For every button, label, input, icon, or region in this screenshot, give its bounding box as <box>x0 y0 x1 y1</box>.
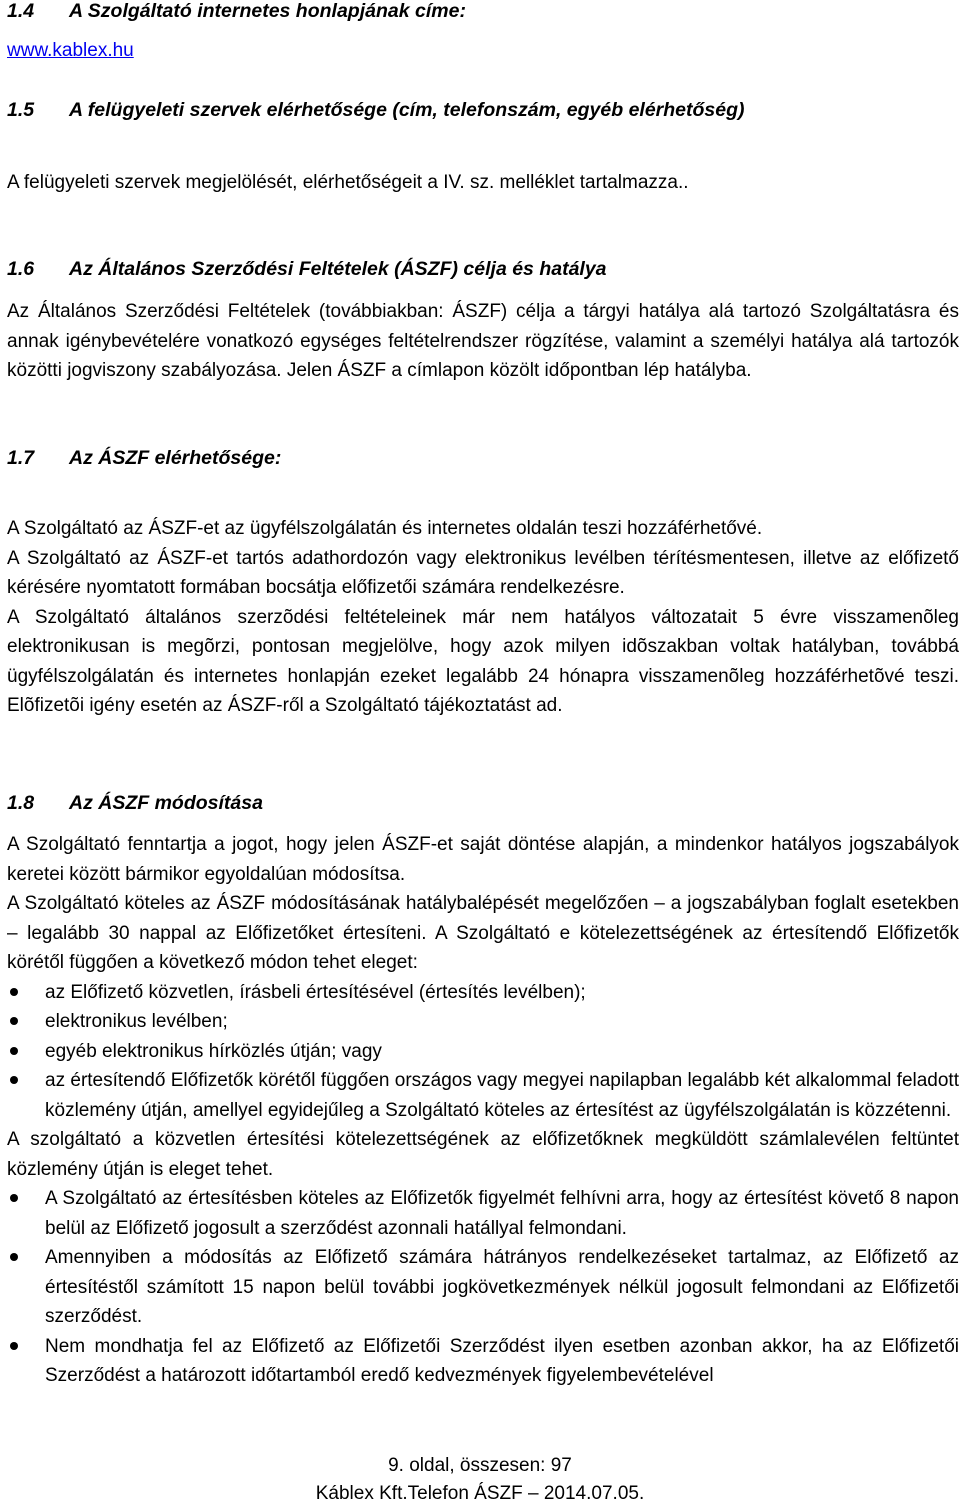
list-item: A Szolgáltató az értesítésben köteles az Előfizetők figyelmét felhívni arra, hogy az értesítést követő 8 napon belül az Előfizető jogosult a szerződést azonnali hatállyal felmondani. <box>7 1184 959 1243</box>
website-link-row <box>7 40 134 62</box>
section-1-4-heading <box>7 0 466 22</box>
section-1-8-body <box>7 830 959 1391</box>
paragraph: A Szolgáltató az ÁSZF-et az ügyfélszolgálatán és internetes oldalán teszi hozzáférhetővé. <box>7 518 763 539</box>
list-item: elektronikus levélben; <box>7 1007 959 1037</box>
list-item: az értesítendő Előfizetők körétől függően országos vagy megyei napilapban legalább két alkalommal feladott közlemény útján, amellyel egyidejűleg a Szolgáltató köteles az értesítést az ügyfélszolgálatán is közzétenni. <box>7 1066 959 1125</box>
section-title: Az Általános Szerződési Feltételek (ÁSZF) célja és hatálya <box>69 258 607 280</box>
notification-methods-list <box>7 978 959 1126</box>
section-number: 1.4 <box>7 0 35 22</box>
section-title: A Szolgáltató internetes honlapjának címe: <box>69 0 466 22</box>
document-footer: Káblex Kft.Telefon ÁSZF – 2014.07.05. <box>315 1483 645 1504</box>
section-number: 1.7 <box>7 447 35 469</box>
page-number: 9. oldal, összesen: 97 <box>388 1455 572 1476</box>
section-1-8-heading <box>7 792 263 814</box>
section-title: Az ÁSZF módosítása <box>69 792 263 814</box>
section-1-7-body <box>7 514 959 721</box>
paragraph: Az Általános Szerződési Feltételek (továbbiakban: ÁSZF) célja a tárgyi hatálya alá tartozó Szolgáltatásra és annak igénybevételére vonatkozó egységes feltételrendszer rögzítése, valamint a személyi hatálya alá tartozók közötti jogviszony szabályozása. Jelen ÁSZF a címlapon közölt időpontban lép hatályba. <box>7 301 959 381</box>
section-number: 1.8 <box>7 792 35 814</box>
paragraph: A Szolgáltató fenntartja a jogot, hogy jelen ÁSZF-et saját döntése alapján, a mindenkor hatályos jogszabályok keretei között bármikor egyoldalúan módosítsa. <box>7 834 959 885</box>
list-item: az Előfizető közvetlen, írásbeli értesítésével (értesítés levélben); <box>7 978 959 1008</box>
termination-rules-list <box>7 1184 959 1391</box>
list-item: Nem mondhatja fel az Előfizető az Előfizetői Szerződést ilyen esetben azonban akkor, ha az Előfizetői Szerződést a határozott időtartamból eredő kedvezmények figyelembevételével <box>7 1332 959 1391</box>
list-item: Amennyiben a módosítás az Előfizető számára hátrányos rendelkezéseket tartalmaz, az Előfizető az értesítéstől számított 15 napon belül további jogkövetkezmények nélkül jogosult felmondani az Előfizetői szerződést. <box>7 1243 959 1332</box>
section-number: 1.5 <box>7 99 35 121</box>
section-1-6-heading <box>7 258 607 280</box>
paragraph: A felügyeleti szervek megjelölését, elérhetőségeit a IV. sz. melléklet tartalmazza.. <box>7 172 689 193</box>
section-number: 1.6 <box>7 258 35 280</box>
list-item: egyéb elektronikus hírközlés útján; vagy <box>7 1037 959 1067</box>
section-title: Az ÁSZF elérhetősége: <box>69 447 282 469</box>
paragraph: A szolgáltató a közvetlen értesítési kötelezettségének az előfizetőknek megküldött számlalevélen feltüntet közlemény útján is eleget tehet. <box>7 1129 959 1180</box>
paragraph: A Szolgáltató az ÁSZF-et tartós adathordozón vagy elektronikus levélben térítésmentesen, illetve az előfizető kérésére nyomtatott formában bocsátja előfizetői számára rendelkezésre. <box>7 547 959 598</box>
section-title: A felügyeleti szervek elérhetősége (cím, telefonszám, egyéb elérhetőség) <box>69 99 745 121</box>
paragraph: A Szolgáltató köteles az ÁSZF módosításának hatálybalépését megelőzően – a jogszabályban foglalt esetekben – legalább 30 nappal az Előfizetőket értesíteni. A Szolgáltató e kötelezettségének az értesítendő Előfizetők körétől függően a következő módon tehet eleget: <box>7 893 959 973</box>
paragraph: A Szolgáltató általános szerzõdési feltételeinek már nem hatályos változatait 5 évre visszamenõleg elektronikusan is megõrzi, pontosan megjelölve, hogy azok milyen idõszakban voltak hatályban, továbbá ügyfélszolgálatán és internetes honlapján ezeket legalább 24 hónapra visszamenõleg hozzáférhetõvé teszi. Elõfizetõi igény esetén az ÁSZF-ről a Szolgáltató tájékoztatást ad. <box>7 606 959 716</box>
website-link[interactable]: www.kablex.hu <box>7 40 134 61</box>
section-1-7-heading <box>7 447 281 469</box>
section-1-5-heading <box>7 99 745 121</box>
